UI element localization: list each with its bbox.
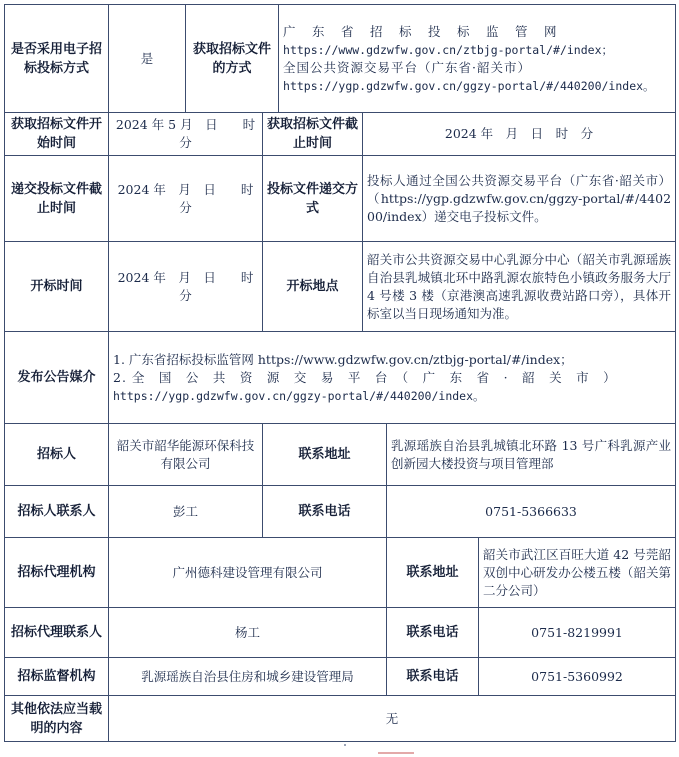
value-opening-place: 韶关市公共资源交易中心乳源分中心（韶关市乳源瑶族自治县乳城镇北环中路乳源农旅特色小镇政务服务大厅 4 号楼 3 楼（京港澳高速乳源收费站路口旁），具体开标室以当日现场通知为准。	[363, 242, 676, 332]
label-obtain-method: 获取招标文件的方式	[186, 5, 279, 113]
value-agency-contact: 杨工	[109, 608, 387, 658]
row-tenderer-contact	[5, 486, 676, 538]
label-electronic-tender: 是否采用电子招标投标方式	[5, 5, 109, 113]
value-agency: 广州德科建设管理有限公司	[109, 538, 387, 608]
value-obtain-method	[279, 5, 676, 113]
obtain-method-line-1: 广 东 省 招 标 投 标 监 管 网	[283, 23, 559, 39]
value-submit-method: 投标人通过全国公共资源交易平台（广东省·韶关市）（https://ygp.gdzwfw.gov.cn/ggzy-portal/#/440200/index）递交电子投标文件。	[363, 156, 676, 242]
label-tenderer-phone: 联系电话	[263, 486, 387, 538]
obtain-method-line-3: 全国公共资源交易平台（广东省·韶关市）	[283, 59, 531, 75]
scan-dot	[344, 744, 346, 746]
label-media: 发布公告媒介	[5, 332, 109, 424]
label-opening-place: 开标地点	[263, 242, 363, 332]
value-supervisor-phone: 0751-5360992	[479, 658, 676, 696]
label-supervisor: 招标监督机构	[5, 658, 109, 696]
row-obtain-time	[5, 113, 676, 156]
value-submit-deadline: 2024 年 月 日 时 分	[109, 156, 263, 242]
value-supervisor: 乳源瑶族自治县住房和城乡建设管理局	[109, 658, 387, 696]
label-other: 其他依法应当载明的内容	[5, 696, 109, 742]
label-submit-method: 投标文件递交方式	[263, 156, 363, 242]
row-supervisor	[5, 658, 676, 696]
value-tenderer: 韶关市韶华能源环保科技有限公司	[109, 424, 263, 486]
obtain-method-url-1: https://www.gdzwfw.gov.cn/ztbjg-portal/#/index；	[283, 42, 614, 57]
label-agency-contact: 招标代理联系人	[5, 608, 109, 658]
label-submit-deadline: 递交投标文件截止时间	[5, 156, 109, 242]
row-opening	[5, 242, 676, 332]
value-media	[109, 332, 676, 424]
value-opening-time: 2024 年 月 日 时 分	[109, 242, 263, 332]
value-agency-address: 韶关市武江区百旺大道 42 号莞韶双创中心研发办公楼五楼（韶关第二分公司）	[479, 538, 676, 608]
red-mark	[378, 752, 414, 754]
label-tenderer-contact: 招标人联系人	[5, 486, 109, 538]
row-submission	[5, 156, 676, 242]
row-electronic-tender	[5, 5, 676, 113]
tender-info-table	[4, 4, 676, 742]
value-agency-phone: 0751-8219991	[479, 608, 676, 658]
value-tenderer-contact: 彭工	[109, 486, 263, 538]
value-tenderer-address: 乳源瑶族自治县乳城镇北环路 13 号广科乳源产业创新园大楼投资与项目管理部	[387, 424, 676, 486]
label-opening-time: 开标时间	[5, 242, 109, 332]
label-agency-phone: 联系电话	[387, 608, 479, 658]
media-line-2: 2. 全 国 公 共 资 源 交 易 平 台 （ 广 东 省 · 韶 关 市 ）	[113, 369, 617, 385]
value-electronic-tender: 是	[109, 5, 186, 113]
label-obtain-end: 获取招标文件截止时间	[263, 113, 363, 156]
value-obtain-end: 2024 年 月 日 时 分	[363, 113, 676, 156]
label-tenderer: 招标人	[5, 424, 109, 486]
value-tenderer-phone: 0751-5366633	[387, 486, 676, 538]
row-other	[5, 696, 676, 742]
label-supervisor-phone: 联系电话	[387, 658, 479, 696]
label-tenderer-address: 联系地址	[263, 424, 387, 486]
row-agency	[5, 538, 676, 608]
label-obtain-start: 获取招标文件开始时间	[5, 113, 109, 156]
row-tenderer	[5, 424, 676, 486]
media-line-3: https://ygp.gdzwfw.gov.cn/ggzy-portal/#/440200/index。	[113, 388, 485, 403]
label-agency: 招标代理机构	[5, 538, 109, 608]
value-other: 无	[109, 696, 676, 742]
media-line-1: 1. 广东省招标投标监管网 https://www.gdzwfw.gov.cn/ztbjg-portal/#/index；	[113, 351, 573, 367]
value-obtain-start: 2024 年 5 月 日 时 分	[109, 113, 263, 156]
obtain-method-url-2: https://ygp.gdzwfw.gov.cn/ggzy-portal/#/440200/index。	[283, 78, 655, 93]
row-media	[5, 332, 676, 424]
row-agency-contact	[5, 608, 676, 658]
label-agency-address: 联系地址	[387, 538, 479, 608]
